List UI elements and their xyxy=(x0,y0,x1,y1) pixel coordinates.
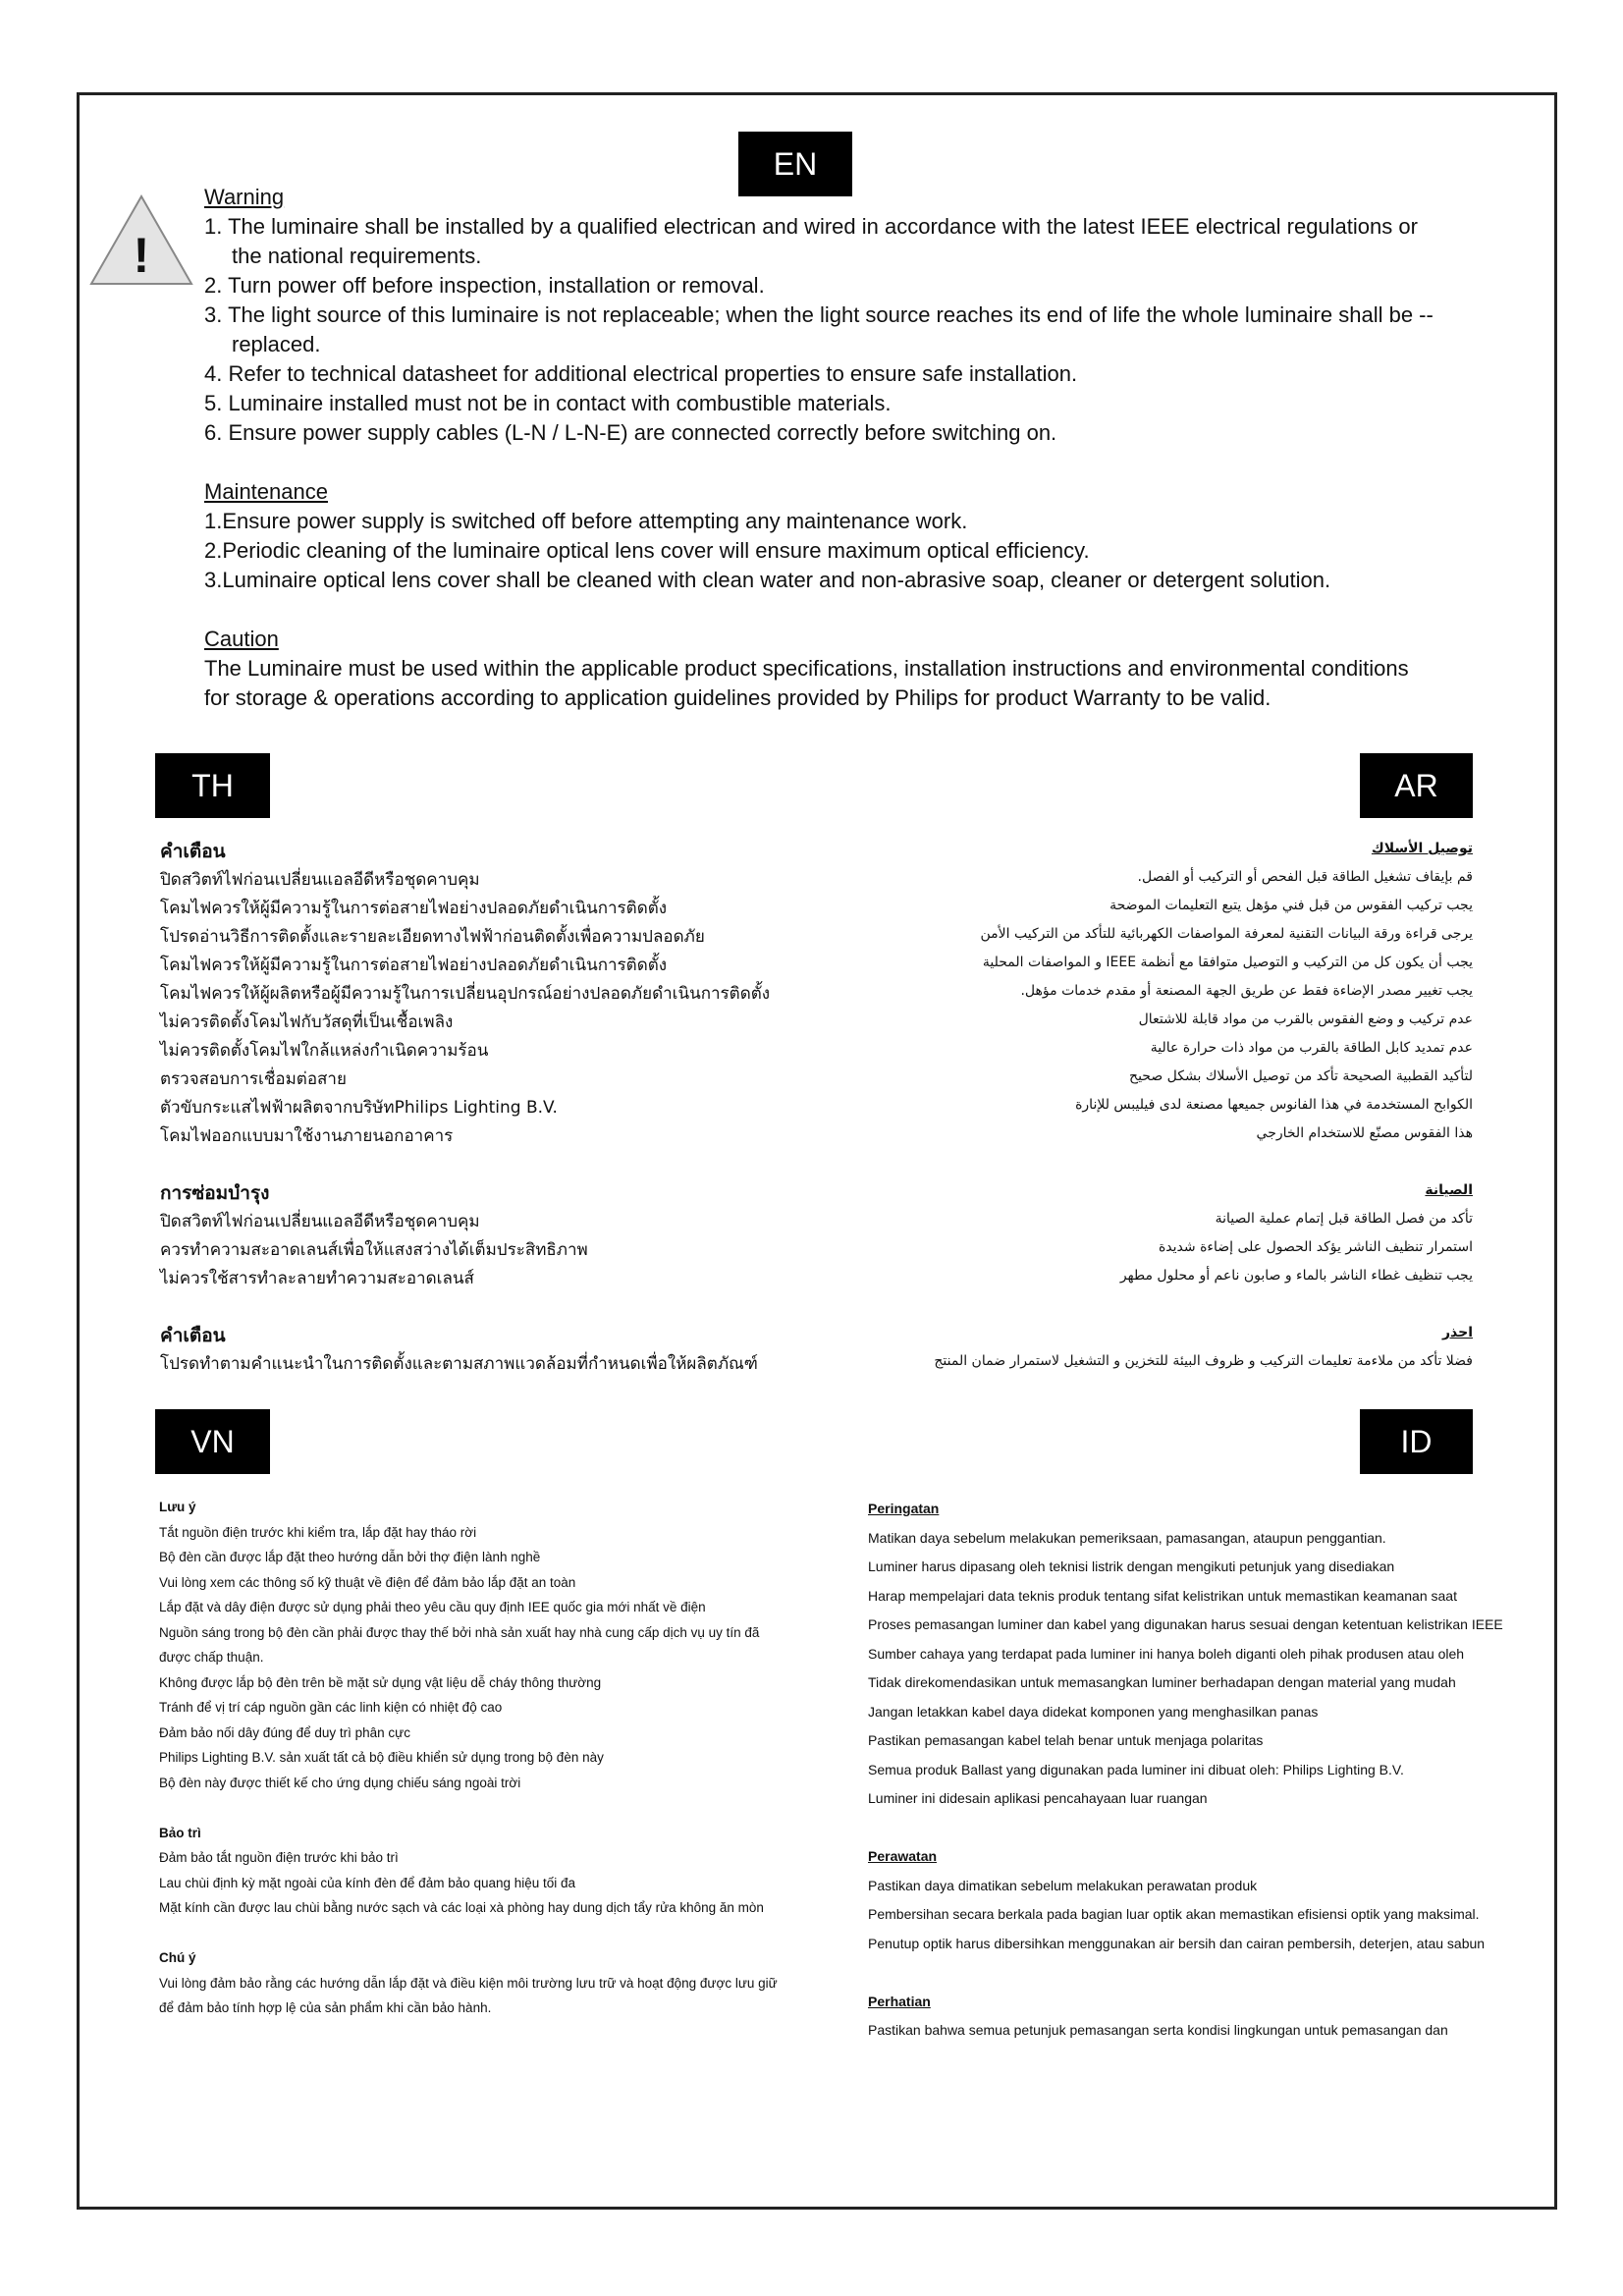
ar-caution-line: فضلا تأكد من ملاءمة تعليمات التركيب و ظروف البيئة للتخزين و التشغيل لاستمرار ضمان المنتج xyxy=(934,1353,1473,1369)
ar-maintenance-title: الصيانة xyxy=(1425,1182,1473,1198)
vn-warning-item: Vui lòng xem các thông số kỹ thuật về điện để đảm bảo lắp đặt an toàn xyxy=(159,1574,576,1590)
ar-warning-item: لتأكيد القطبية الصحيحة تأكد من توصيل الأسلاك بشكل صحيح xyxy=(1129,1068,1473,1084)
id-section xyxy=(868,1495,1555,2046)
lang-tag-id: ID xyxy=(1360,1409,1473,1474)
en-section xyxy=(204,183,1530,713)
ar-warning-item: يجب تركيب الفقوس من قبل فني مؤهل يتبع التعليمات الموضحة xyxy=(1109,898,1473,913)
vn-warning-item: Không được lắp bộ đèn trên bề mặt sử dụng vật liệu dễ cháy thông thường xyxy=(159,1674,602,1690)
ar-caution-title: احذر xyxy=(1441,1325,1473,1340)
vn-caution-line: Vui lòng đảm bảo rằng các hướng dẫn lắp đặt và điều kiện môi trường lưu trữ và hoạt động được lưu giữ xyxy=(159,1975,778,1991)
id-warning-item: Harap mempelajari data teknis produk tentang sifat kelistrikan untuk memastikan keamanan saat xyxy=(868,1587,1457,1604)
en-warning-item: 2. Turn power off before inspection, installation or removal. xyxy=(204,273,765,298)
vn-warning-item: Bộ đèn cần được lắp đặt theo hướng dẫn bởi thợ điện lành nghề xyxy=(159,1550,541,1564)
ar-maintenance-item: استمرار تنظيف الناشر يؤكد الحصول على إضاءة شديدة xyxy=(1158,1239,1473,1255)
warning-triangle-icon xyxy=(88,193,194,287)
th-warning-item: โคมไฟควรให้ผู้มีความรู้ในการต่อสายไฟอย่างปลอดภัยดำเนินการติดตั้ง xyxy=(160,899,668,918)
vn-maintenance-item: Đảm bảo tắt nguồn điện trước khi bảo trì xyxy=(159,1850,399,1865)
en-maintenance-item: 2.Periodic cleaning of the luminaire optical lens cover will ensure maximum optical efficiency. xyxy=(204,538,1090,563)
ar-warning-item: هذا الفقوس مصنّع للاستخدام الخارجي xyxy=(1256,1125,1473,1141)
en-warning-item: 6. Ensure power supply cables (L-N / L-N-E) are connected correctly before switching on. xyxy=(204,420,1057,445)
ar-warning-item: يرجى قراءة ورقة البيانات التقنية لمعرفة المواصفات الكهربائية للتأكد من التركيب الأمن xyxy=(980,926,1473,942)
th-warning-item: ปิดสวิตท์ไฟก่อนเปลี่ยนแอลอีดีหรือชุดคาบคุม xyxy=(160,870,480,890)
en-caution-line: The Luminaire must be used within the applicable product specifications, installation instructions and environmental conditions xyxy=(204,656,1409,681)
en-warning-item: 4. Refer to technical datasheet for additional electrical properties to ensure safe installation. xyxy=(204,361,1078,386)
ar-warning-item: عدم تركيب و وضع الفقوس بالقرب من مواد قابلة للاشتعال xyxy=(1138,1011,1473,1027)
id-warning-item: Pastikan pemasangan kabel telah benar untuk menjaga polaritas xyxy=(868,1732,1264,1748)
id-maintenance-item: Pembersihan secara berkala pada bagian luar optik akan memastikan efisiensi optik yang maksimal. xyxy=(868,1906,1480,1922)
en-warning-item: 1. The luminaire shall be installed by a qualified electrican and wired in accordance with the latest IEEE electrical regulations or xyxy=(204,214,1418,239)
th-warning-item: ไม่ควรติดตั้งโคมไฟกับวัสดุที่เป็นเชื้อเพลิง xyxy=(160,1012,454,1032)
en-warning-item: the national requirements. xyxy=(232,244,482,268)
vn-warning-item: Đảm bảo nối dây đúng để duy trì phân cực xyxy=(159,1724,410,1740)
th-warning-item: โคมไฟออกแบบมาใช้งานภายนอกอาคาร xyxy=(160,1126,454,1146)
id-warning-item: Sumber cahaya yang terdapat pada luminer ini hanya boleh diganti oleh pihak produsen atau oleh xyxy=(868,1645,1465,1662)
id-warning-item: Luminer ini didesain aplikasi pencahayaan luar ruangan xyxy=(868,1790,1208,1806)
en-maintenance-item: 3.Luminaire optical lens cover shall be cleaned with clean water and non-abrasive soap, cleaner or detergent solution. xyxy=(204,568,1331,592)
en-warning-item: 5. Luminaire installed must not be in contact with combustible materials. xyxy=(204,391,892,415)
ar-warning-item: يجب أن يكون كل من التركيب و التوصيل متوافقا مع أنظمة IEEE و المواصفات المحلية xyxy=(982,955,1473,970)
lang-tag-ar: AR xyxy=(1360,753,1473,818)
en-maintenance-title: Maintenance xyxy=(204,479,328,504)
en-warning-item: 3. The light source of this luminaire is not replaceable; when the light source reaches its end of life the whole luminaire shall be -- xyxy=(204,302,1434,327)
id-maintenance-item: Pastikan daya dimatikan sebelum melakukan perawatan produk xyxy=(868,1877,1258,1893)
vn-warning-title: Lưu ý xyxy=(159,1500,196,1514)
lang-tag-th: TH xyxy=(155,753,270,818)
th-warning-item: โคมไฟควรให้ผู้มีความรู้ในการต่อสายไฟอย่างปลอดภัยดำเนินการติดตั้ง xyxy=(160,956,668,975)
id-warning-item: Luminer harus dipasang oleh teknisi listrik dengan mengikuti petunjuk yang disediakan xyxy=(868,1558,1395,1574)
th-maintenance-item: ปิดสวิตท์ไฟก่อนเปลี่ยนแอลอีดีหรือชุดคาบคุม xyxy=(160,1212,480,1231)
vn-warning-item: Philips Lighting B.V. sản xuất tất cả bộ điều khiển sử dụng trong bộ đèn này xyxy=(159,1750,604,1765)
en-warning-item: replaced. xyxy=(232,332,321,356)
ar-warning-item: الكوابح المستخدمة في هذا الفانوس جميعها مصنعة لدى فيليبس للإنارة xyxy=(1075,1097,1473,1113)
id-warning-title: Peringatan xyxy=(868,1501,940,1516)
ar-maintenance-item: تأكد من فصل الطاقة قبل إتمام عملية الصيانة xyxy=(1215,1211,1473,1227)
vn-maintenance-item: Mặt kính cần được lau chùi bằng nước sạch và các loại xà phòng hay dung dịch tẩy rửa không ăn mòn xyxy=(159,1900,764,1915)
ar-warning-item: يجب تغيير مصدر الإضاءة فقط عن طريق الجهة المصنعة أو مقدم خدمات مؤهل. xyxy=(1020,983,1473,999)
en-caution-line: for storage & operations according to application guidelines provided by Philips for product Warranty to be valid. xyxy=(204,685,1271,710)
svg-text:!: ! xyxy=(133,228,150,283)
lang-tag-en: EN xyxy=(738,132,852,196)
ar-section xyxy=(785,835,1473,1376)
ar-warning-item: عدم تمديد كابل الطاقة بالقرب من مواد ذات حرارة عالية xyxy=(1150,1040,1473,1056)
vn-maintenance-title: Bảo trì xyxy=(159,1825,201,1840)
vn-warning-item: được chấp thuận. xyxy=(159,1650,264,1665)
en-caution-title: Caution xyxy=(204,627,279,651)
id-maintenance-item: Penutup optik harus dibersihkan menggunakan air bersih dan cairan pembersih, deterjen, atau sabun xyxy=(868,1935,1486,1951)
vn-section xyxy=(159,1495,846,2021)
id-caution-line: Pastikan bahwa semua petunjuk pemasangan serta kondisi lingkungan untuk pemasangan dan xyxy=(868,2022,1448,2038)
vn-caution-title: Chú ý xyxy=(159,1950,196,1965)
th-warning-item: โปรดอ่านวิธีการติดตั้งและรายละเอียดทางไฟฟ้าก่อนติดตั้งเพื่อความปลอดภัย xyxy=(160,927,705,947)
id-warning-item: Jangan letakkan kabel daya didekat komponen yang menghasilkan panas xyxy=(868,1703,1319,1720)
th-caution-line: โปรดทำตามคำแนะนำในการติดตั้งและตามสภาพแวดล้อมที่กำหนดเพื่อให้ผลิตภัณฑ์ xyxy=(160,1354,758,1374)
id-warning-item: Matikan daya sebelum melakukan pemeriksaan, pamasangan, ataupun penggantian. xyxy=(868,1529,1386,1546)
vn-warning-item: Tắt nguồn điện trước khi kiểm tra, lắp đặt hay tháo rời xyxy=(159,1524,477,1540)
vn-warning-item: Bộ đèn này được thiết kế cho ứng dụng chiếu sáng ngoài trời xyxy=(159,1775,521,1790)
id-warning-item: Proses pemasangan luminer dan kabel yang digunakan harus sesuai dengan ketentuan kelistrikan IEEE xyxy=(868,1616,1503,1632)
vn-warning-item: Tránh để vị trí cáp nguồn gần các linh kiện có nhiệt độ cao xyxy=(159,1700,503,1715)
en-warning-title: Warning xyxy=(204,185,285,209)
th-caution-title: คำเตือน xyxy=(160,1325,226,1346)
th-maintenance-item: ควรทำความสะอาดเลนส์เพื่อให้แสงสว่างได้เต็มประสิทธิภาพ xyxy=(160,1240,588,1260)
vn-warning-item: Lắp đặt và dây điện được sử dụng phải theo yêu cầu quy định IEE quốc gia mới nhất về điện xyxy=(159,1600,706,1614)
th-maintenance-item: ไม่ควรใช้สารทำละลายทำความสะอาดเลนส์ xyxy=(160,1269,474,1288)
th-warning-item: ไม่ควรติดตั้งโคมไฟใกล้แหล่งกำเนิดความร้อน xyxy=(160,1041,489,1061)
th-warning-item: ตรวจสอบการเชื่อมต่อสาย xyxy=(160,1069,347,1089)
th-maintenance-title: การซ่อมบำรุง xyxy=(160,1182,270,1204)
th-warning-item: โคมไฟควรให้ผู้ผลิตหรือผู้มีความรู้ในการเปลี่ยนอุปกรณ์อย่างปลอดภัยดำเนินการติดตั้ง xyxy=(160,984,771,1004)
th-section xyxy=(160,838,847,1379)
th-warning-title: คำเตือน xyxy=(160,841,226,862)
en-maintenance-item: 1.Ensure power supply is switched off before attempting any maintenance work. xyxy=(204,509,968,533)
ar-warning-item: قم بإيقاف تشغيل الطاقة قبل الفحص أو التركيب أو الفصل. xyxy=(1137,869,1473,885)
id-warning-item: Tidak direkomendasikan untuk memasangkan luminer berhadapan dengan material yang mudah xyxy=(868,1674,1456,1690)
ar-maintenance-item: يجب تنظيف غطاء الناشر بالماء و صابون ناعم أو محلول مطهر xyxy=(1119,1268,1473,1284)
vn-caution-line: để đảm bảo tính hợp lệ của sản phẩm khi cần bảo hành. xyxy=(159,2000,492,2015)
ar-warning-title: توصيل الأسلاك xyxy=(1371,841,1473,856)
id-caution-title: Perhatian xyxy=(868,1993,931,2009)
id-maintenance-title: Perawatan xyxy=(868,1848,938,1864)
vn-maintenance-item: Lau chùi định kỳ mặt ngoài của kính đèn để đảm bảo quang hiệu tối đa xyxy=(159,1875,576,1890)
id-warning-item: Semua produk Ballast yang digunakan pada luminer ini dibuat oleh: Philips Lighting B.V. xyxy=(868,1761,1404,1777)
vn-warning-item: Nguồn sáng trong bộ đèn cần phải được thay thế bởi nhà sản xuất hay nhà cung cấp dịch vụ uy tín đã xyxy=(159,1624,760,1640)
th-warning-item: ตัวขับกระแสไฟฟ้าผลิตจากบริษัทPhilips Lighting B.V. xyxy=(160,1098,558,1118)
lang-tag-vn: VN xyxy=(155,1409,270,1474)
